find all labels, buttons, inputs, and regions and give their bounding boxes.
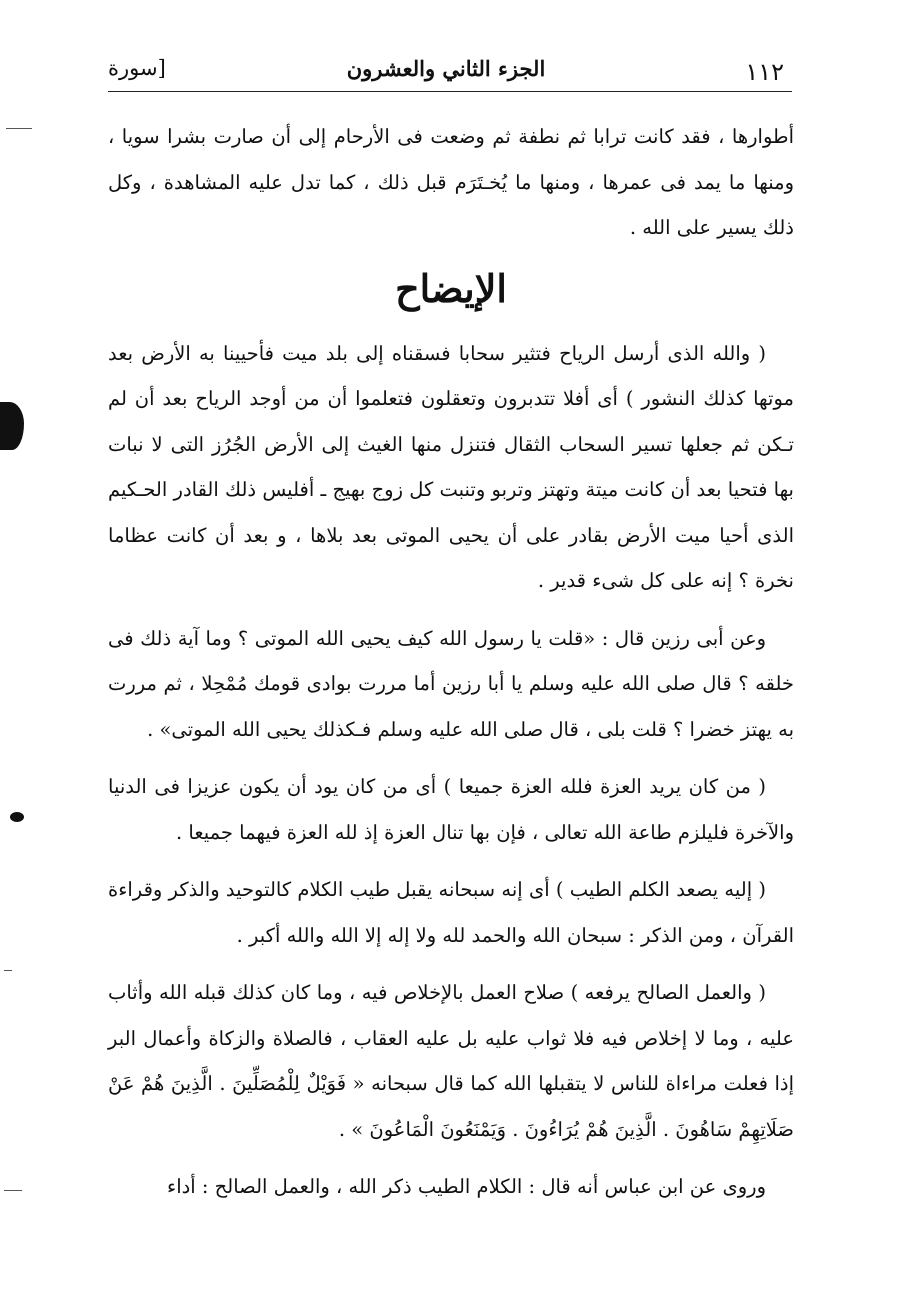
paragraph-hadith: وعن أبى رزين قال : «قلت يا رسول الله كيف يحيى الله الموتى ؟ وما آية ذلك فى خلقه ؟ قال صلى الله عليه وسلم يا أبا رزين أما مررت بوادى قومك مُمْحِلا ، ثم مررت به يهتز خضرا ؟ قلت بلى ، قال صلى الله عليه وسلم فـكذلك يحيى الله الموتى» . bbox=[108, 626, 794, 741]
paragraph-continuation: أطوارها ، فقد كانت ترابا ثم نطفة ثم وضعت فى الأرحام إلى أن صارت بشرا سويا ، ومنها ما يمد فى عمرها ، ومنها ما يُخـتَرَم قبل ذلك ، كما تدل عليه المشاهدة ، وكل ذلك يسير على الله . bbox=[108, 125, 794, 239]
page-header bbox=[108, 52, 784, 92]
surah-label: [سورة bbox=[108, 56, 166, 80]
paragraph-good-word-verse: ( إليه يصعد الكلم الطيب ) أى إنه سبحانه يقبل طيب الكلام كالتوحيد والذكر وقراءة القرآن ، ومن الذكر : سبحان الله والحمد لله ولا إله إلا الله والله أكبر . bbox=[108, 878, 794, 947]
running-title: الجزء الثاني والعشرون bbox=[346, 56, 546, 81]
margin-tick bbox=[4, 970, 12, 971]
header-divider bbox=[108, 91, 792, 92]
page-number: ١١٢ bbox=[745, 58, 784, 86]
margin-ink-mark bbox=[10, 812, 24, 822]
paragraph-ibn-abbas: وروى عن ابن عباس أنه قال : الكلام الطيب ذكر الله ، والعمل الصالح : أداء bbox=[167, 1175, 766, 1198]
margin-ink-blot bbox=[0, 402, 24, 450]
paragraph-honor-verse: ( من كان يريد العزة فلله العزة جميعا ) أى من كان يود أن يكون عزيزا فى الدنيا والآخرة فليلزم طاعة الله تعالى ، فإن بها تنال العزة إذ لله العزة فيهما جميعا . bbox=[108, 775, 794, 844]
margin-tick bbox=[4, 1190, 22, 1191]
margin-tick bbox=[6, 128, 32, 129]
paragraph-righteous-deed-verse: ( والعمل الصالح يرفعه ) صلاح العمل بالإخلاص فيه ، وما كان كذلك قبله الله وأثاب عليه ، وما لا إخلاص فيه فلا ثواب عليه بل عليه العقاب ، فالصلاة والزكاة وأعمال البر إذا فعلت مراءاة للناس لا يتقبلها الله كما قال سبحانه « فَوَيْلٌ لِلْمُصَلِّينَ . الَّذِينَ هُمْ عَنْ صَلَاتِهِمْ سَاهُونَ . الَّذِينَ هُمْ يُرَاءُونَ . وَيَمْنَعُونَ الْمَاعُونَ » . bbox=[108, 981, 794, 1141]
section-heading: الإيضاح bbox=[395, 265, 507, 311]
paragraph-wind-verse: ( والله الذى أرسل الرياح فتثير سحابا فسقناه إلى بلد ميت فأحيينا به الأرض بعد موتها كذلك النشور ) أى أفلا تتدبرون وتعقلون فتعلموا أن من أوجد الرياح بعد أن لم تـكن ثم جعلها تسير السحاب الثقال فتنزل منها الغيث إلى الأرض الجُرُز التى لا نبات بها فتحيا بعد أن كانت ميتة وتهتز وتربو وتنبت كل زوج بهيج ـ أفليس ذلك القادر الحـكيم الذى أحيا ميت الأرض بقادر على أن يحيى الموتى بعد بلاها ، و بعد أن كانت عظاما نخرة ؟ إنه على كل شىء قدير . bbox=[108, 341, 794, 592]
body-text bbox=[108, 114, 794, 1210]
